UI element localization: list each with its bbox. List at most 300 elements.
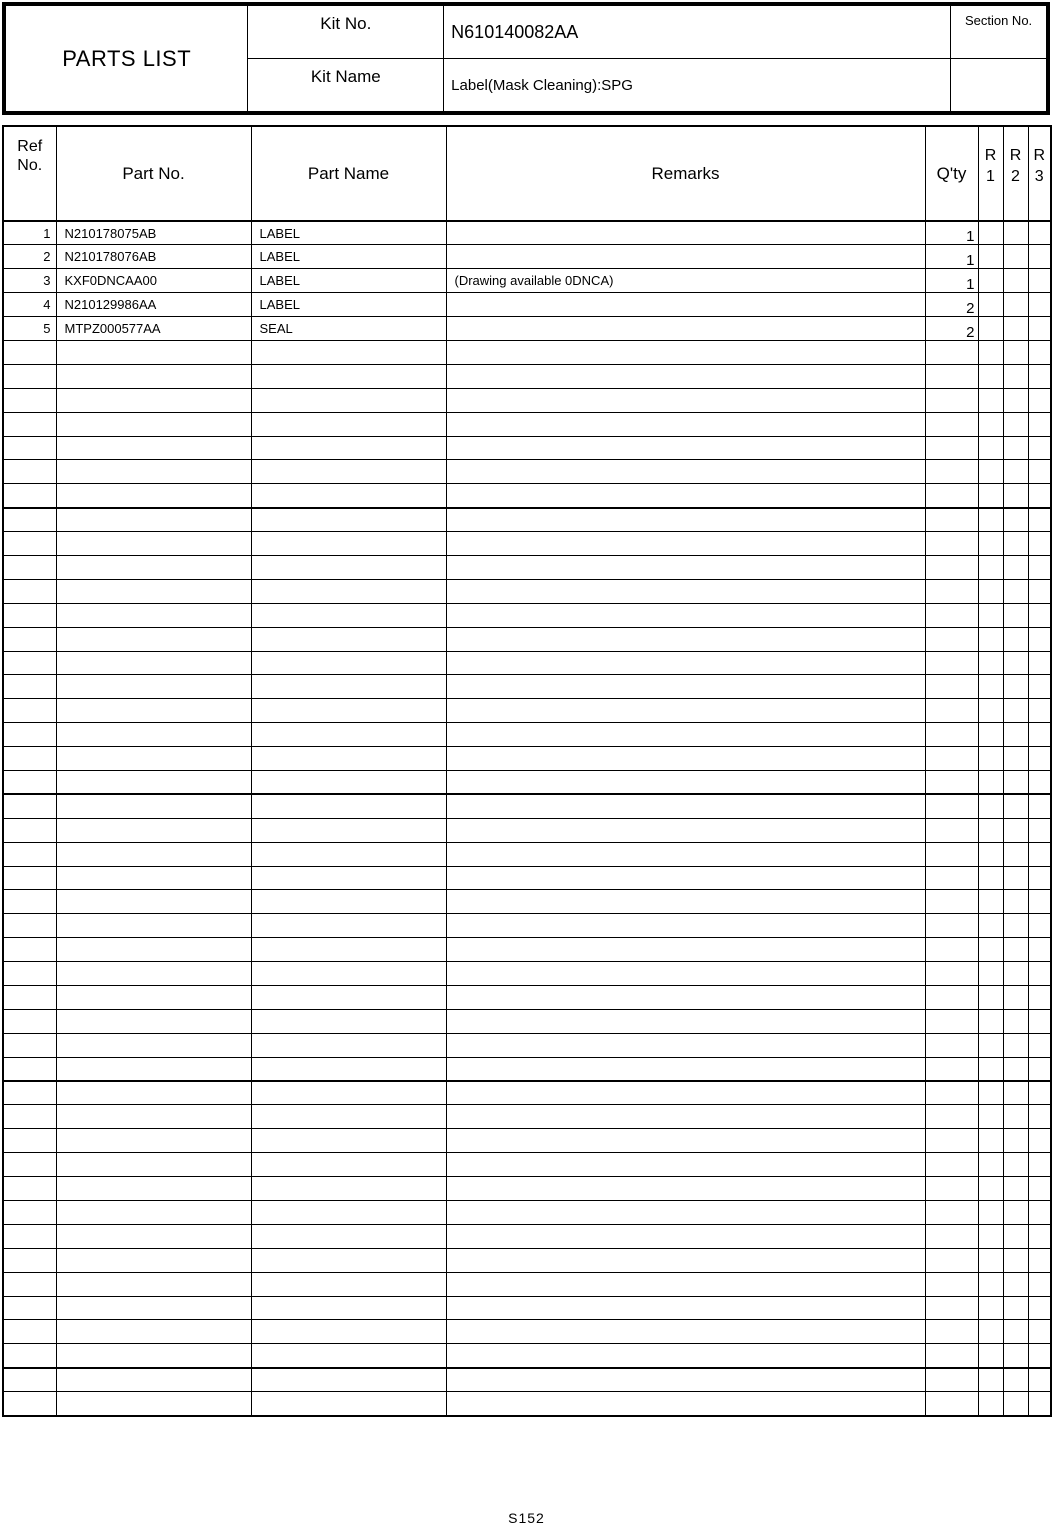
row-remarks (446, 1057, 925, 1081)
row-remarks (446, 484, 925, 508)
row-part-name (251, 460, 446, 484)
row-part-no: KXF0DNCAA00 (56, 269, 251, 293)
row-remarks (446, 1392, 925, 1416)
row-r2 (1003, 1057, 1028, 1081)
row-r2 (1003, 866, 1028, 890)
row-r1 (978, 747, 1003, 771)
row-part-no (56, 1201, 251, 1225)
row-part-name (251, 1057, 446, 1081)
row-part-name (251, 555, 446, 579)
row-r1 (978, 340, 1003, 364)
row-ref-no (3, 555, 56, 579)
row-part-name (251, 938, 446, 962)
row-r2 (1003, 818, 1028, 842)
row-r2 (1003, 412, 1028, 436)
row-ref-no (3, 651, 56, 675)
row-r2 (1003, 1224, 1028, 1248)
row-remarks (446, 699, 925, 723)
row-r2 (1003, 1009, 1028, 1033)
row-part-no (56, 1033, 251, 1057)
row-ref-no (3, 699, 56, 723)
row-r1 (978, 603, 1003, 627)
row-remarks (446, 1105, 925, 1129)
table-row (3, 794, 1051, 818)
row-qty (925, 1224, 978, 1248)
row-remarks (446, 364, 925, 388)
row-r1 (978, 890, 1003, 914)
row-ref-no (3, 1368, 56, 1392)
row-r1 (978, 866, 1003, 890)
row-remarks (446, 1129, 925, 1153)
row-qty (925, 747, 978, 771)
row-r1 (978, 794, 1003, 818)
row-r3 (1028, 938, 1051, 962)
row-part-name (251, 651, 446, 675)
row-r1 (978, 388, 1003, 412)
row-qty (925, 794, 978, 818)
row-part-name (251, 914, 446, 938)
row-r1 (978, 412, 1003, 436)
row-r2 (1003, 794, 1028, 818)
row-r2 (1003, 293, 1028, 317)
row-remarks (446, 508, 925, 532)
row-ref-no (3, 818, 56, 842)
row-ref-no (3, 627, 56, 651)
col-ref-line1: Ref (17, 138, 43, 155)
row-r2 (1003, 1153, 1028, 1177)
row-part-name (251, 986, 446, 1010)
row-part-name (251, 1368, 446, 1392)
row-r2 (1003, 484, 1028, 508)
row-r2 (1003, 1033, 1028, 1057)
row-r1 (978, 938, 1003, 962)
row-r1 (978, 723, 1003, 747)
row-r3 (1028, 317, 1051, 341)
row-part-name (251, 412, 446, 436)
kit-no-value: N610140082AA (444, 4, 951, 59)
table-row (3, 412, 1051, 436)
table-row (3, 1320, 1051, 1344)
row-r1 (978, 436, 1003, 460)
row-part-no (56, 1057, 251, 1081)
row-qty (925, 603, 978, 627)
row-part-name (251, 508, 446, 532)
row-r3 (1028, 1272, 1051, 1296)
row-part-no (56, 818, 251, 842)
row-r1 (978, 579, 1003, 603)
row-r2 (1003, 651, 1028, 675)
row-part-no (56, 579, 251, 603)
row-remarks (446, 1009, 925, 1033)
row-part-name (251, 794, 446, 818)
page-number: S152 (508, 1510, 545, 1525)
row-r3 (1028, 1320, 1051, 1344)
row-part-no (56, 890, 251, 914)
row-ref-no (3, 1248, 56, 1272)
row-remarks (446, 412, 925, 436)
table-row (3, 317, 1051, 341)
col-r1-line2: 1 (986, 168, 995, 185)
row-remarks (446, 221, 925, 245)
row-part-no (56, 1224, 251, 1248)
row-part-name (251, 388, 446, 412)
table-row (3, 1105, 1051, 1129)
col-r3-line1: R (1033, 147, 1046, 164)
row-r2 (1003, 675, 1028, 699)
row-qty (925, 1153, 978, 1177)
row-r1 (978, 1344, 1003, 1368)
row-r1 (978, 651, 1003, 675)
row-r3 (1028, 842, 1051, 866)
row-qty (925, 914, 978, 938)
row-r3 (1028, 579, 1051, 603)
row-part-no (56, 627, 251, 651)
row-part-no (56, 1368, 251, 1392)
row-part-name (251, 1081, 446, 1105)
col-r1-line1: R (984, 147, 997, 164)
table-header-row (3, 126, 1051, 221)
row-part-no (56, 675, 251, 699)
row-part-name (251, 962, 446, 986)
table-row (3, 508, 1051, 532)
row-remarks (446, 1177, 925, 1201)
col-remarks: Remarks (446, 126, 925, 221)
row-r3 (1028, 221, 1051, 245)
row-part-name (251, 1320, 446, 1344)
kit-name-value: Label(Mask Cleaning):SPG (444, 59, 951, 114)
row-qty: 2 (925, 293, 978, 317)
row-part-no (56, 460, 251, 484)
table-row (3, 866, 1051, 890)
row-qty (925, 890, 978, 914)
row-r2 (1003, 1248, 1028, 1272)
row-r3 (1028, 747, 1051, 771)
row-r1 (978, 364, 1003, 388)
row-r3 (1028, 412, 1051, 436)
row-part-no (56, 1296, 251, 1320)
row-part-name (251, 1153, 446, 1177)
row-ref-no: 5 (3, 317, 56, 341)
row-part-name (251, 723, 446, 747)
row-qty (925, 627, 978, 651)
row-r2 (1003, 962, 1028, 986)
row-qty (925, 532, 978, 556)
row-r1 (978, 484, 1003, 508)
col-r1 (978, 126, 1003, 221)
row-remarks (446, 794, 925, 818)
row-r3 (1028, 293, 1051, 317)
table-row (3, 269, 1051, 293)
row-r1 (978, 627, 1003, 651)
row-part-name (251, 364, 446, 388)
table-row (3, 1272, 1051, 1296)
row-r2 (1003, 1081, 1028, 1105)
row-remarks (446, 723, 925, 747)
row-part-no: N210178076AB (56, 245, 251, 269)
row-remarks (446, 293, 925, 317)
row-r1 (978, 269, 1003, 293)
table-row (3, 532, 1051, 556)
row-r2 (1003, 938, 1028, 962)
row-r2 (1003, 340, 1028, 364)
row-qty (925, 986, 978, 1010)
row-r3 (1028, 532, 1051, 556)
row-ref-no (3, 914, 56, 938)
row-r3 (1028, 508, 1051, 532)
col-ref-line2: No. (17, 157, 43, 174)
row-qty (925, 842, 978, 866)
row-qty (925, 484, 978, 508)
row-qty (925, 1272, 978, 1296)
row-part-name: LABEL (251, 269, 446, 293)
row-qty (925, 1033, 978, 1057)
row-part-no (56, 388, 251, 412)
row-r3 (1028, 1057, 1051, 1081)
row-r1 (978, 1009, 1003, 1033)
col-r3-line2: 3 (1034, 168, 1044, 185)
row-r1 (978, 1392, 1003, 1416)
row-r2 (1003, 699, 1028, 723)
row-ref-no (3, 1296, 56, 1320)
row-ref-no (3, 675, 56, 699)
row-remarks (446, 675, 925, 699)
row-r2 (1003, 1177, 1028, 1201)
row-remarks (446, 460, 925, 484)
row-qty (925, 1129, 978, 1153)
row-part-no (56, 1320, 251, 1344)
row-ref-no (3, 340, 56, 364)
row-ref-no: 2 (3, 245, 56, 269)
row-part-name (251, 1177, 446, 1201)
row-r3 (1028, 388, 1051, 412)
row-part-name (251, 627, 446, 651)
row-r3 (1028, 245, 1051, 269)
row-qty (925, 1057, 978, 1081)
row-r2 (1003, 747, 1028, 771)
row-r3 (1028, 1296, 1051, 1320)
row-part-no (56, 747, 251, 771)
row-r1 (978, 1368, 1003, 1392)
row-remarks (446, 245, 925, 269)
parts-table (2, 125, 1052, 1417)
row-ref-no (3, 866, 56, 890)
row-qty (925, 699, 978, 723)
row-r3 (1028, 1248, 1051, 1272)
row-remarks (446, 436, 925, 460)
row-r3 (1028, 460, 1051, 484)
row-r1 (978, 986, 1003, 1010)
row-r3 (1028, 269, 1051, 293)
row-part-name (251, 675, 446, 699)
row-part-no (56, 938, 251, 962)
row-part-no (56, 699, 251, 723)
row-remarks (446, 962, 925, 986)
table-row (3, 651, 1051, 675)
parts-list-header (2, 2, 1050, 115)
row-r3 (1028, 484, 1051, 508)
table-row (3, 1201, 1051, 1225)
row-part-no (56, 412, 251, 436)
row-remarks (446, 1201, 925, 1225)
row-remarks (446, 1153, 925, 1177)
row-r3 (1028, 1368, 1051, 1392)
table-row (3, 484, 1051, 508)
row-r3 (1028, 1177, 1051, 1201)
row-qty (925, 1392, 978, 1416)
row-qty (925, 388, 978, 412)
table-row (3, 1177, 1051, 1201)
row-remarks (446, 603, 925, 627)
row-r1 (978, 962, 1003, 986)
row-ref-no (3, 484, 56, 508)
row-r1 (978, 460, 1003, 484)
row-r2 (1003, 1272, 1028, 1296)
table-row (3, 818, 1051, 842)
row-r3 (1028, 1201, 1051, 1225)
row-part-no: MTPZ000577AA (56, 317, 251, 341)
row-r3 (1028, 1033, 1051, 1057)
row-remarks: (Drawing available 0DNCA) (446, 269, 925, 293)
row-remarks (446, 1081, 925, 1105)
row-part-no (56, 1177, 251, 1201)
row-remarks (446, 866, 925, 890)
row-qty (925, 364, 978, 388)
row-r1 (978, 1272, 1003, 1296)
row-remarks (446, 1248, 925, 1272)
row-qty (925, 1009, 978, 1033)
row-remarks (446, 579, 925, 603)
row-part-no (56, 914, 251, 938)
row-remarks (446, 1320, 925, 1344)
row-r2 (1003, 245, 1028, 269)
row-part-name (251, 866, 446, 890)
row-remarks (446, 1033, 925, 1057)
row-remarks (446, 1344, 925, 1368)
row-r3 (1028, 1344, 1051, 1368)
row-r2 (1003, 1105, 1028, 1129)
row-part-name: LABEL (251, 245, 446, 269)
row-qty (925, 1201, 978, 1225)
table-row (3, 1033, 1051, 1057)
row-r1 (978, 1201, 1003, 1225)
table-row (3, 842, 1051, 866)
row-part-no (56, 1081, 251, 1105)
row-qty (925, 938, 978, 962)
row-part-no (56, 1344, 251, 1368)
row-ref-no (3, 1224, 56, 1248)
row-ref-no (3, 1033, 56, 1057)
row-r1 (978, 1057, 1003, 1081)
row-part-no (56, 1105, 251, 1129)
row-qty (925, 866, 978, 890)
row-qty (925, 651, 978, 675)
row-ref-no (3, 364, 56, 388)
row-part-no: N210178075AB (56, 221, 251, 245)
row-r1 (978, 221, 1003, 245)
row-part-name (251, 770, 446, 794)
row-ref-no (3, 579, 56, 603)
row-part-no (56, 1129, 251, 1153)
table-row (3, 962, 1051, 986)
table-row (3, 890, 1051, 914)
row-part-no (56, 794, 251, 818)
row-ref-no (3, 508, 56, 532)
row-r1 (978, 842, 1003, 866)
col-qty: Q'ty (925, 126, 978, 221)
table-row (3, 603, 1051, 627)
kit-name-label: Kit Name (248, 59, 444, 114)
row-remarks (446, 914, 925, 938)
row-part-name (251, 1344, 446, 1368)
col-r3 (1028, 126, 1051, 221)
row-part-name (251, 1129, 446, 1153)
row-r2 (1003, 723, 1028, 747)
row-ref-no (3, 938, 56, 962)
row-ref-no (3, 1081, 56, 1105)
row-qty (925, 1081, 978, 1105)
row-qty (925, 1296, 978, 1320)
row-r3 (1028, 340, 1051, 364)
row-qty (925, 962, 978, 986)
row-part-no (56, 651, 251, 675)
row-part-name (251, 603, 446, 627)
row-ref-no (3, 1392, 56, 1416)
row-qty: 2 (925, 317, 978, 341)
row-part-no (56, 1272, 251, 1296)
row-part-no (56, 555, 251, 579)
table-row (3, 1009, 1051, 1033)
row-r3 (1028, 890, 1051, 914)
row-r1 (978, 818, 1003, 842)
table-row (3, 1392, 1051, 1416)
col-r2-line1: R (1009, 147, 1022, 164)
row-r2 (1003, 603, 1028, 627)
row-ref-no (3, 1057, 56, 1081)
row-part-name: LABEL (251, 221, 446, 245)
row-ref-no (3, 890, 56, 914)
row-part-name: LABEL (251, 293, 446, 317)
row-r3 (1028, 794, 1051, 818)
row-r3 (1028, 986, 1051, 1010)
row-r3 (1028, 818, 1051, 842)
table-row (3, 1368, 1051, 1392)
row-part-name (251, 1224, 446, 1248)
row-part-name (251, 699, 446, 723)
row-part-name (251, 436, 446, 460)
row-ref-no: 1 (3, 221, 56, 245)
row-r2 (1003, 579, 1028, 603)
table-row (3, 747, 1051, 771)
row-part-no (56, 1248, 251, 1272)
row-part-no (56, 986, 251, 1010)
row-part-no (56, 1009, 251, 1033)
row-part-no (56, 340, 251, 364)
row-qty (925, 1248, 978, 1272)
row-r1 (978, 1033, 1003, 1057)
table-row (3, 364, 1051, 388)
row-ref-no (3, 436, 56, 460)
row-r3 (1028, 603, 1051, 627)
row-part-name: SEAL (251, 317, 446, 341)
row-qty: 1 (925, 269, 978, 293)
row-r3 (1028, 866, 1051, 890)
row-ref-no (3, 1153, 56, 1177)
kit-no-label: Kit No. (248, 4, 444, 59)
row-qty (925, 340, 978, 364)
row-remarks (446, 651, 925, 675)
table-row (3, 1153, 1051, 1177)
row-remarks (446, 317, 925, 341)
